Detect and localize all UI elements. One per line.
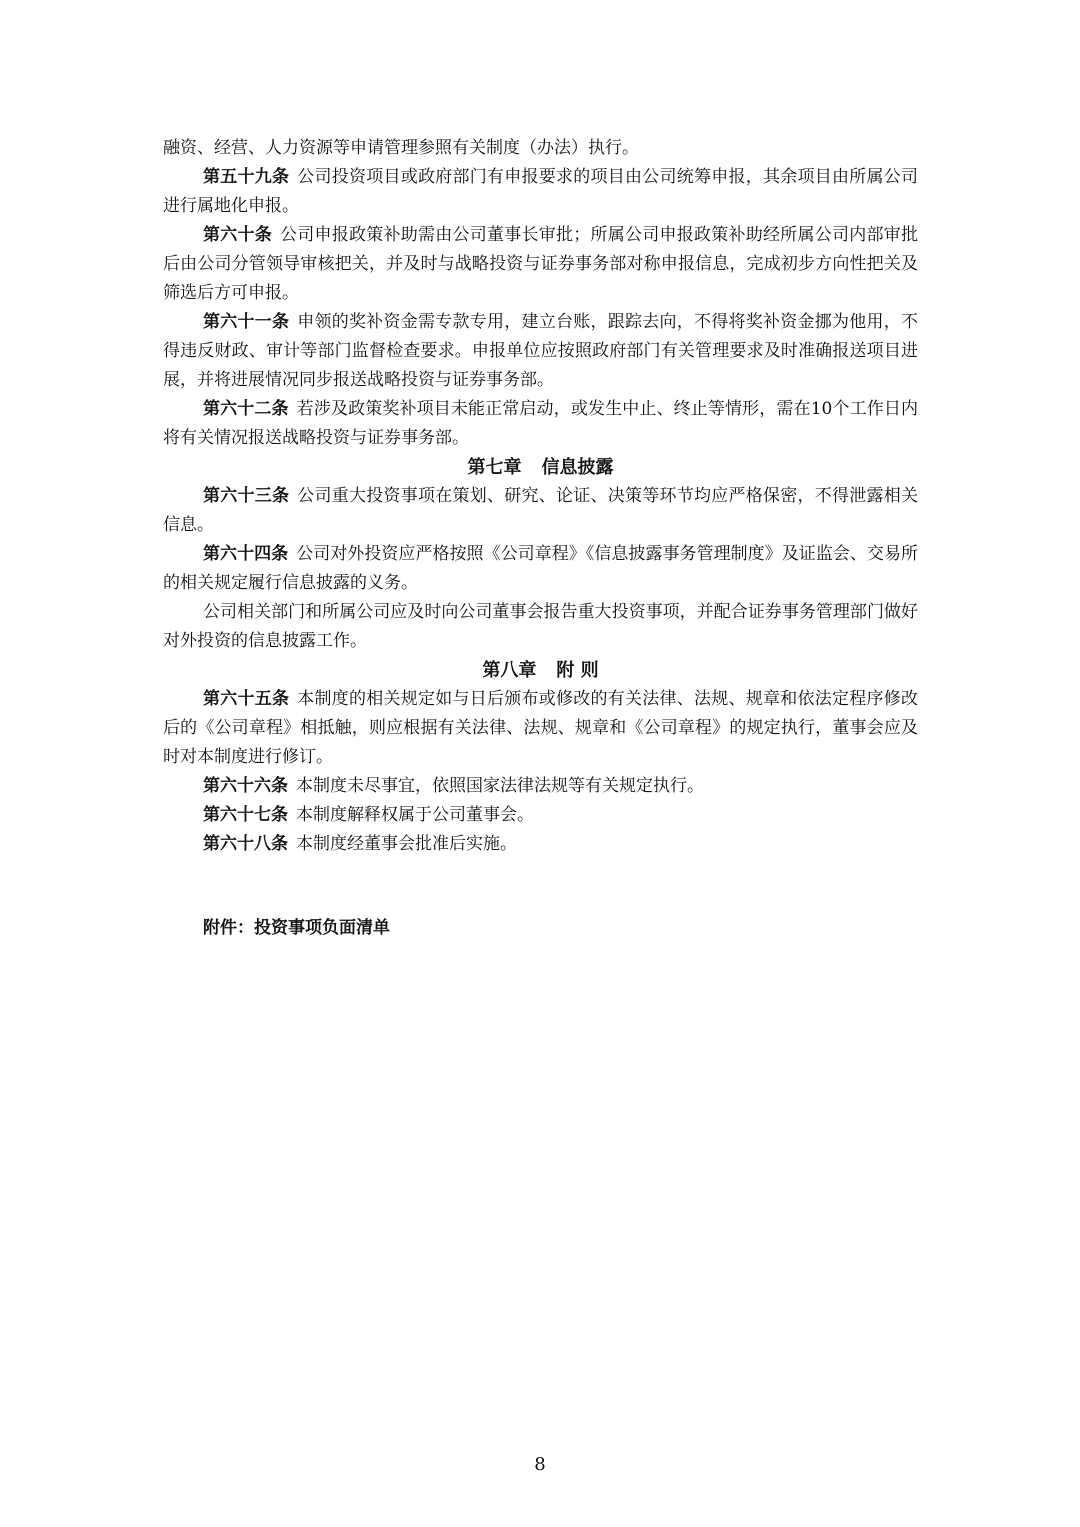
article-text: 本制度的相关规定如与日后颁布或修改的有关法律、法规、规章和依法定程序修改后的《公司章程》相抵触，则应根据有关法律、法规、规章和《公司章程》的规定执行，董事会应及时对本制度进行修订。 <box>163 689 918 767</box>
article-text: 申领的奖补资金需专款专用，建立台账，跟踪去向，不得将奖补资金挪为他用，不得违反财政、审计等部门监督检查要求。申报单位应按照政府部门有关管理要求及时准确报送项目进展，并将进展情况同步报送战略投资与证券事务部。 <box>163 312 918 390</box>
article-text: 公司申报政策补助需由公司董事长审批；所属公司申报政策补助经所属公司内部审批后由公司分管领导审核把关，并及时与战略投资与证券事务部对称申报信息，完成初步方向性把关及筛选后方可申报。 <box>163 225 918 303</box>
intro-paragraph: 融资、经营、人力资源等申请管理参照有关制度（办法）执行。 <box>163 138 639 158</box>
article-text: 若涉及政策奖补项目未能正常启动，或发生中止、终止等情形，需在10个工作日内将有关情况报送战略投资与证券事务部。 <box>163 399 918 448</box>
chapter-title: 附 则 <box>556 660 599 681</box>
article-59 <box>163 163 918 221</box>
article-text: 公司重大投资事项在策划、研究、论证、决策等环节均应严格保密，不得泄露相关信息。 <box>163 486 918 535</box>
article-text: 公司对外投资应严格按照《公司章程》《信息披露事务管理制度》及证监会、交易所的相关规定履行信息披露的义务。 <box>163 544 919 593</box>
article-label: 第六十二条 <box>203 399 289 419</box>
chapter-number: 第七章 <box>467 457 522 478</box>
article-63 <box>163 482 918 540</box>
article-66 <box>163 772 918 801</box>
chapter-7-heading <box>163 453 918 482</box>
article-text: 本制度解释权属于公司董事会。 <box>296 805 534 825</box>
article-65 <box>163 685 918 772</box>
page-number: 8 <box>534 1454 546 1475</box>
article-text: 本制度未尽事宜，依照国家法律法规等有关规定执行。 <box>296 776 704 796</box>
article-61 <box>163 308 918 395</box>
chapter-title: 信息披露 <box>541 457 614 478</box>
document-body <box>163 134 918 859</box>
chapter-number: 第八章 <box>482 660 537 681</box>
article-label: 第六十七条 <box>203 805 288 825</box>
article-label: 第六十八条 <box>203 834 288 854</box>
article-label: 第六十一条 <box>203 312 290 332</box>
article-text: 公司投资项目或政府部门有申报要求的项目由公司统筹申报，其余项目由所属公司进行属地化申报。 <box>163 167 918 216</box>
article-68 <box>163 830 918 859</box>
article-62 <box>163 395 918 453</box>
article-label: 第六十五条 <box>203 689 290 709</box>
article-64 <box>163 540 918 598</box>
article-60 <box>163 221 918 308</box>
article-text: 本制度经董事会批准后实施。 <box>296 834 517 854</box>
attachment-note: 附件：投资事项负面清单 <box>203 918 390 938</box>
plain-paragraph: 公司相关部门和所属公司应及时向公司董事会报告重大投资事项，并配合证券事务管理部门做好对外投资的信息披露工作。 <box>163 602 918 651</box>
chapter-8-heading <box>163 656 918 685</box>
article-label: 第六十六条 <box>203 776 288 796</box>
article-67 <box>163 801 918 830</box>
article-label: 第六十三条 <box>203 486 290 506</box>
article-label: 第六十四条 <box>203 544 289 564</box>
article-label: 第六十条 <box>203 225 272 245</box>
article-label: 第五十九条 <box>203 167 290 187</box>
